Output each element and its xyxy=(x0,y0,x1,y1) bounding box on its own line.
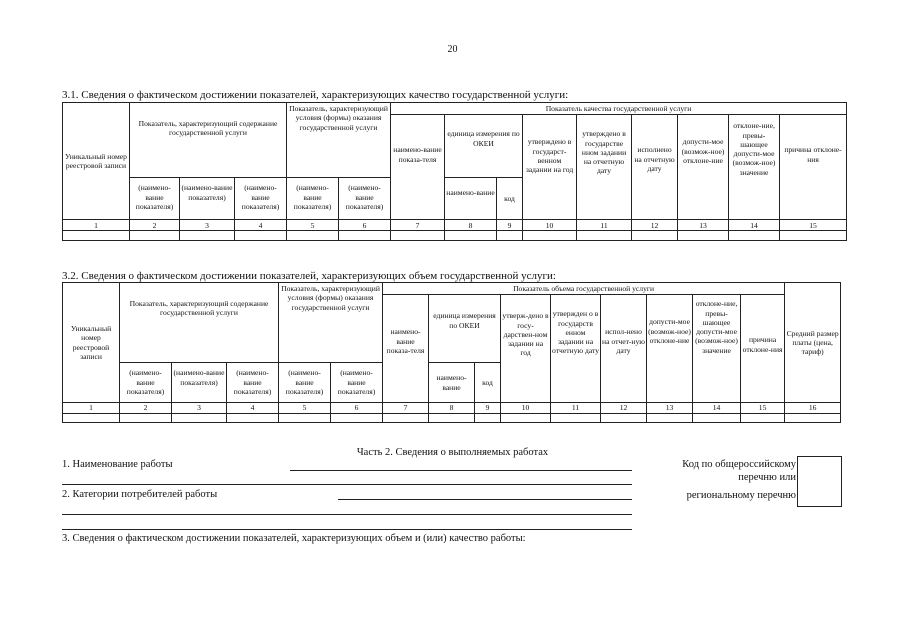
approved-year-header: утверж-дено в госу-дарствен-ном задании на год xyxy=(501,295,551,403)
empty-cell xyxy=(475,413,501,422)
subheader-name-3: (наимено-вание показателя) xyxy=(227,363,279,403)
col-number: 7 xyxy=(383,403,429,413)
empty-cell xyxy=(331,413,383,422)
subheader-name-2: (наимено-вание показателя) xyxy=(180,178,235,220)
work-name-label: 1. Наименование работы xyxy=(62,459,173,470)
exceeding-deviation-header: отклоне-ние, превы-шающее допусти-мое (возмож-ное) значение xyxy=(693,295,741,403)
empty-cell xyxy=(180,231,235,241)
volume-table xyxy=(62,282,841,423)
code-input-box[interactable] xyxy=(797,456,842,507)
allowed-deviation-header: допусти-мое (возмож-ное) отклоне-ние xyxy=(678,115,729,220)
col-number: 16 xyxy=(785,403,841,413)
col-number: 14 xyxy=(729,220,780,231)
empty-cell xyxy=(601,413,647,422)
empty-cell xyxy=(172,413,227,422)
empty-cell xyxy=(741,413,785,422)
col-number: 14 xyxy=(693,403,741,413)
volume-indicator-header: Показатель объема государственной услуги xyxy=(383,283,785,295)
empty-cell xyxy=(383,413,429,422)
subheader-name-1: (наимено-вание показателя) xyxy=(130,178,180,220)
unique-record-header: Уникальный номер реестровой записи xyxy=(63,103,130,220)
col-number: 5 xyxy=(279,403,331,413)
avg-price-header: Средний размер платы (цена, тариф) xyxy=(785,283,841,403)
empty-cell xyxy=(678,231,729,241)
empty-cell xyxy=(577,231,632,241)
allowed-deviation-header: допусти-мое (возмож-ное) отклоне-ние xyxy=(647,295,693,403)
executed-header: исполнено на отчетную дату xyxy=(632,115,678,220)
subheader-name-4: (наимено-вание показателя) xyxy=(279,363,331,403)
deviation-reason-header: причина отклоне-ния xyxy=(780,115,847,220)
col-number: 3 xyxy=(172,403,227,413)
col-number: 2 xyxy=(130,220,180,231)
approved-date-header: утвержден о в государств енном задании на отчетную дату xyxy=(551,295,601,403)
subheader-name-5: (наимено-вание показателя) xyxy=(331,363,383,403)
col-number: 10 xyxy=(523,220,577,231)
code-label xyxy=(640,459,796,484)
empty-cell xyxy=(429,413,475,422)
col-number: 6 xyxy=(331,403,383,413)
col-number: 9 xyxy=(475,403,501,413)
col-number: 12 xyxy=(632,220,678,231)
unique-record-header: Уникальный номер реестровой записи xyxy=(63,283,120,403)
col-number: 2 xyxy=(120,403,172,413)
section-3-2-title: 3.2. Сведения о фактическом достижении показателей, характеризующих объем государственной услуги: xyxy=(62,270,556,282)
consumer-category-line[interactable] xyxy=(338,499,632,500)
work-name-line-2[interactable] xyxy=(62,484,632,485)
subheader-name-3: (наимено-вание показателя) xyxy=(235,178,287,220)
subheader-name-2: (наимено-вание показателя) xyxy=(172,363,227,403)
empty-cell xyxy=(63,413,120,422)
col-number: 11 xyxy=(577,220,632,231)
empty-cell xyxy=(693,413,741,422)
consumer-category-label: 2. Категории потребителей работы xyxy=(62,489,218,500)
empty-cell xyxy=(632,231,678,241)
code-label-line-3: региональному перечню xyxy=(686,490,796,501)
col-number: 12 xyxy=(601,403,647,413)
empty-cell xyxy=(287,231,339,241)
col-number: 10 xyxy=(501,403,551,413)
unit-name-header: наимено-вание xyxy=(445,178,497,220)
col-number: 13 xyxy=(647,403,693,413)
col-number: 5 xyxy=(287,220,339,231)
conditions-indicator-header: Показатель, характеризующий условия (формы) оказания государственной услуги xyxy=(287,103,391,178)
empty-cell xyxy=(227,413,279,422)
empty-cell xyxy=(339,231,391,241)
indicator-name-header: наимено-вание показа-теля xyxy=(391,115,445,220)
col-number: 11 xyxy=(551,403,601,413)
col-number: 15 xyxy=(741,403,785,413)
work-name-line[interactable] xyxy=(290,470,632,471)
empty-cell xyxy=(785,413,841,422)
approved-date-header: утверждено в государстве нном задании на отчетную дату xyxy=(577,115,632,220)
empty-cell xyxy=(120,413,172,422)
code-label-line-2: перечню или xyxy=(738,471,796,483)
col-number: 13 xyxy=(678,220,729,231)
deviation-reason-header: причина отклоне-ния xyxy=(741,295,785,403)
col-number: 4 xyxy=(227,403,279,413)
unit-okei-header: единица измерения по ОКЕИ xyxy=(445,115,523,178)
content-indicator-header: Показатель, характеризующий содержание государственной услуги xyxy=(120,283,279,363)
col-number: 1 xyxy=(63,403,120,413)
col-number: 1 xyxy=(63,220,130,231)
col-number: 3 xyxy=(180,220,235,231)
col-number: 9 xyxy=(497,220,523,231)
unit-okei-header: единица измерения по ОКЕИ xyxy=(429,295,501,363)
content-indicator-header: Показатель, характеризующий содержание государственной услуги xyxy=(130,103,287,178)
code-label-line-1: Код по общероссийскому xyxy=(682,459,796,470)
empty-cell xyxy=(647,413,693,422)
empty-cell xyxy=(235,231,287,241)
empty-cell xyxy=(729,231,780,241)
empty-cell xyxy=(130,231,180,241)
col-number: 4 xyxy=(235,220,287,231)
subheader-name-5: (наимено-вание показателя) xyxy=(339,178,391,220)
quality-table xyxy=(62,102,847,241)
col-number: 6 xyxy=(339,220,391,231)
section-3-1-title: 3.1. Сведения о фактическом достижении показателей, характеризующих качество государственной услуги: xyxy=(62,89,569,101)
consumer-category-line-2[interactable] xyxy=(62,514,632,515)
empty-cell xyxy=(551,413,601,422)
subheader-name-1: (наимено-вание показателя) xyxy=(120,363,172,403)
empty-cell xyxy=(63,231,130,241)
subheader-name-4: (наимено-вание показателя) xyxy=(287,178,339,220)
quality-indicator-header: Показатель качества государственной услуги xyxy=(391,103,847,115)
consumer-category-line-3[interactable] xyxy=(62,529,632,530)
empty-cell xyxy=(391,231,445,241)
unit-name-header: наимено-вание xyxy=(429,363,475,403)
part2-title: Часть 2. Сведения о выполняемых работах xyxy=(356,447,549,458)
col-number: 7 xyxy=(391,220,445,231)
empty-cell xyxy=(497,231,523,241)
empty-cell xyxy=(523,231,577,241)
empty-cell xyxy=(501,413,551,422)
approved-year-header: утверждено в государст-венном задании на год xyxy=(523,115,577,220)
col-number: 15 xyxy=(780,220,847,231)
col-number: 8 xyxy=(429,403,475,413)
empty-cell xyxy=(780,231,847,241)
page-number: 20 xyxy=(447,44,458,55)
col-number: 8 xyxy=(445,220,497,231)
exceeding-deviation-header: отклоне-ние, превы-шающее допусти-мое (возмож-ное) значение xyxy=(729,115,780,220)
indicator-name-header: наимено-вание показа-теля xyxy=(383,295,429,403)
section-3-title: 3. Сведения о фактическом достижении показателей, характеризующих объем и (или) качество работы: xyxy=(62,533,526,544)
empty-cell xyxy=(279,413,331,422)
conditions-indicator-header: Показатель, характеризующий условия (формы) оказания государственной услуги xyxy=(279,283,383,363)
unit-code-header: код xyxy=(475,363,501,403)
unit-code-header: код xyxy=(497,178,523,220)
empty-cell xyxy=(445,231,497,241)
executed-header: испол-нено на отчет-ную дату xyxy=(601,295,647,403)
